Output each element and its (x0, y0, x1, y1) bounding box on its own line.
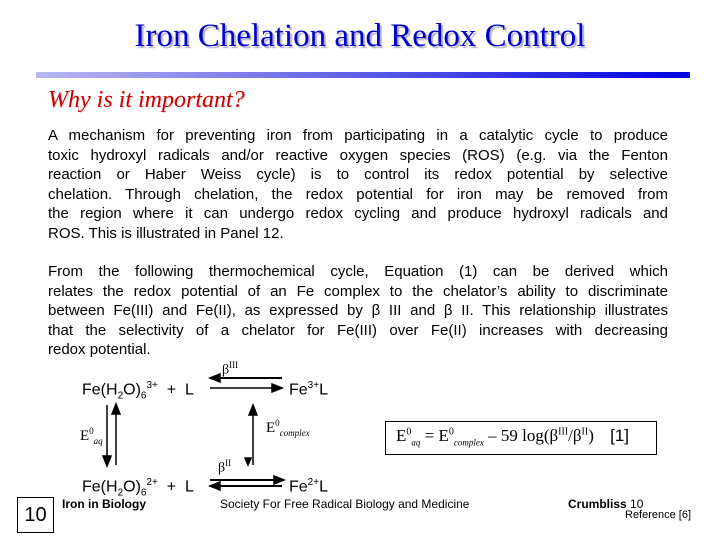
footer-reference: Reference [6] (625, 509, 692, 521)
text-line: chelation. Through chelation, the redox potential for iron may be removed from (48, 185, 668, 203)
equation-box: $E^0_{aq} = E^0_{complex} - 59$ $\log(\beta^{III}/\beta^{II})$ [1] (385, 421, 657, 455)
text-line: From the following thermochemical cycle, Equation (1) can be derived which (48, 263, 668, 280)
text-line: A mechanism for preventing iron from participating in a catalytic cycle to produce (48, 127, 668, 144)
e-complex-label: $E^0_{complex}$ (266, 418, 310, 438)
page-number-box: 10 (17, 497, 54, 533)
equation-number: [1] (610, 426, 630, 445)
footer-author: Crumbliss 10 (568, 497, 644, 511)
text-line: between Fe(III) and Fe(II), as expressed by β III and β II. This relationship illustrates (48, 302, 668, 319)
footer-society: Society For Free Radical Biology and Medicine (220, 497, 470, 511)
text-line: relates the redox potential of an Fe complex to the chelator’s ability to discriminate (48, 282, 668, 300)
text-line: toxic hydroxyl radicals and/or reactive oxygen species (ROS) (e.g. via the Fenton (48, 146, 668, 164)
slide-title: Iron Chelation and Redox Control (134, 18, 586, 54)
beta-iii-label: $\beta^{III}$ (222, 360, 239, 378)
text-line: that the selectivity of a chelator for Fe(III) over Fe(II) increases with decreasing (48, 321, 668, 339)
fe-3plus-complex: $Fe^{3+}L$ (289, 380, 328, 399)
text-line: the region where it can undergo redox cycling and produce hydroxyl radicals and (48, 205, 668, 222)
text-line: ROS. This is illustrated in Panel 12. (48, 224, 284, 242)
slide-subtitle: Why is it important? (48, 87, 245, 113)
text-line: reaction or Haber Weiss cycle) is to control its redox potential by selective (48, 166, 668, 183)
footer-course: Iron in Biology (62, 497, 146, 511)
e-aq-label: $E^0_{aq}$ (80, 426, 103, 446)
text-line: redox potential. (48, 341, 151, 358)
fe-aq-2plus: $Fe(H_2O)_6^{2+} + L$ (82, 477, 194, 499)
fe-aq-3plus: $Fe(H_2O)_6^{3+} + L$ (82, 380, 194, 402)
fe-2plus-complex: $Fe^{2+}L$ (289, 477, 328, 496)
beta-ii-label: $\beta^{II}$ (218, 458, 232, 476)
